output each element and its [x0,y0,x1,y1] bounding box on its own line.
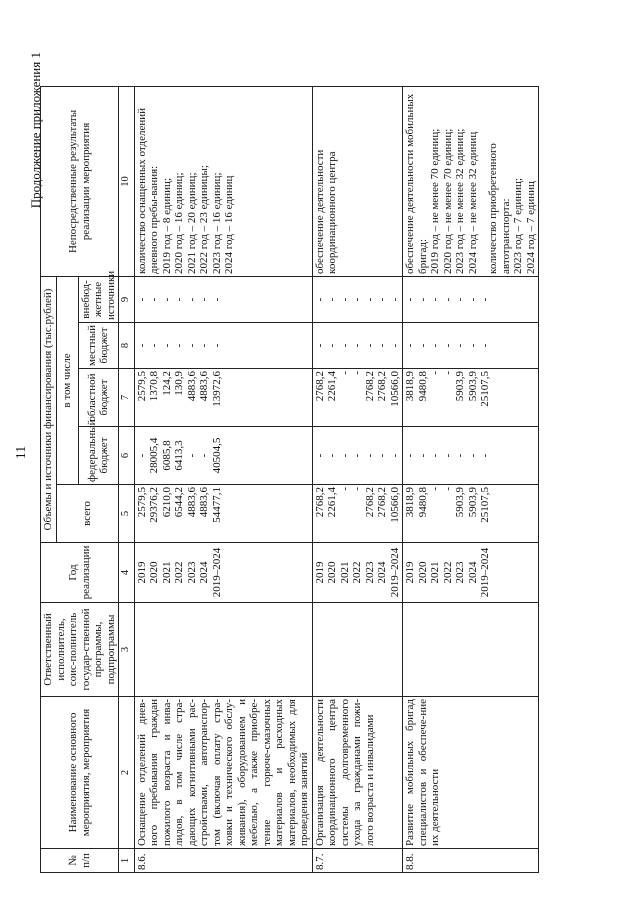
extra-list-value: - [404,297,416,302]
federal-list-value: 6413,3 [173,440,185,471]
header-executor: Ответственный исполнитель, соис-полнитель государ-ственной программы, подпрограммы [41,603,119,697]
local-list-value: - [363,343,376,348]
local-list-value: - [466,343,479,348]
result-line: обеспечение деятельности мобильных бригад: [404,93,429,274]
total-list [403,485,539,543]
regional-list-value: 124,2 [160,371,173,396]
total-list [312,485,403,543]
regional-list-value: 3818,9 [404,371,416,402]
year-list-value: 2019 [404,561,416,584]
regional-list-value: 2768,2 [376,371,388,402]
regional-list-value: 2768,2 [363,371,376,402]
total-list-value: 2261,4 [326,487,338,518]
total-list-value: 4883,6 [198,487,210,518]
total-list-value: 29376,2 [148,487,160,523]
local-list-value: - [338,343,351,348]
row-number: 8.6. [134,849,312,873]
federal-list-value: - [313,453,326,458]
result-line: 2019 год – 8 единиц; [160,177,173,274]
total-list-value: 2579,5 [135,487,148,518]
total-list-value: 4883,6 [185,487,198,518]
extra-list [134,276,312,322]
year-list-value: 2020 [416,561,429,584]
local-list-value: - [441,343,454,348]
year-list-value: 2019 [135,561,148,584]
total-list-value: 25107,5 [479,487,491,523]
colnum-4: 4 [119,543,135,603]
regional-list-value: - [441,371,454,375]
federal-list-value: - [429,453,441,458]
federal-list-value: 40504,5 [210,437,223,474]
year-list-value: 2023 [363,561,376,584]
total-list-value: 54477,1 [210,487,223,523]
year-list-value: 2021 [429,561,441,584]
extra-list-value: - [466,297,479,302]
total-list-value: - [338,487,351,491]
local-list [403,323,539,369]
header-num: № п/п [41,849,119,873]
extra-list-value: - [198,297,210,302]
local-list-value: - [376,343,388,348]
total-list-value: 5903,9 [466,487,479,518]
colnum-1: 1 [119,849,135,873]
year-list-value: 2024 [466,561,479,584]
total-list-value: - [351,487,363,491]
result-line: 2024 год – не менее 32 единиц [466,131,479,274]
event-name: Оснащение отделений днев-ного пребывания граждан пожилого возраста и инва-лидов, в том числе стра-дающих когнитивными рас-стройствами, автотранспор-том (включая оплату стра-ховки и технического обслу-живания), оборудованием и мебелью, а также приобре-тение горюче-смазочных материалов и расходных материалов, необходимых для проведения занятий [134,697,312,849]
local-list-value: - [479,343,491,348]
result-line: 2020 год – не менее 70 единиц; [441,128,454,274]
result-line: обеспечение деятельности координационного центра [313,149,338,274]
extra-list-value: - [313,297,326,302]
table-row [403,86,539,872]
regional-list [134,369,312,427]
extra-list-value: - [351,297,363,302]
year-list-value: 2020 [148,561,160,584]
regional-list-value: 2579,5 [135,371,148,402]
year-list-value: 2023 [454,561,466,584]
federal-list-value: - [363,453,376,458]
extra-list-value: - [135,297,148,302]
year-list-value: 2024 [198,561,210,584]
local-list-value: - [313,343,326,348]
result-line: 2020 год – 16 единиц; [173,172,185,274]
extra-list-value: - [185,297,198,302]
colnum-2: 2 [119,697,135,849]
result-line: 2023 год – 7 единиц; [512,177,524,274]
regional-list-value: 2768,2 [313,371,326,402]
federal-list-value: - [404,453,416,458]
colnum-3: 3 [119,603,135,697]
local-list-value: - [148,343,160,348]
year-list-value: 2023 [185,561,198,584]
federal-list-value: - [441,453,454,458]
total-list-value: - [441,487,454,491]
executor-cell [312,603,403,697]
year-list-value: 2019 [313,561,326,584]
regional-list-value: 25107,5 [479,371,491,407]
regional-list-value: 10566,0 [388,371,401,407]
result-line: 2023 год – не менее 32 единиц; [454,128,466,274]
year-list-value: 2019–2024 [388,547,401,598]
result-line: 2019 год – не менее 70 единиц; [429,128,441,274]
regional-list-value: 4883,6 [185,371,198,402]
total-list-value: 10566,0 [388,487,401,523]
year-list [312,543,403,603]
header-financing: Объемы и источники финансирования (тыс.рублей) [41,276,57,542]
extra-list-value: - [429,297,441,302]
federal-list [134,427,312,485]
extra-list-value: - [479,297,491,302]
header-local: местный бюджет [78,323,119,369]
table-row [312,86,403,872]
result-line: 2021 год – 20 единиц; [185,172,198,274]
regional-list-value: - [338,371,351,375]
result-line: количество оснащенных отделений дневного пребы-вания: [135,107,160,274]
extra-list-value: - [148,297,160,302]
year-list-value: 2019–2024 [479,547,491,598]
table-body [134,86,539,872]
row-number: 8.7. [312,849,403,873]
local-list-value: - [185,343,198,348]
result-line: 2024 год – 16 единиц [223,175,235,274]
colnum-9: 9 [119,276,135,322]
year-list [403,543,539,603]
extra-list-value: - [326,297,338,302]
header-extra: внебюд-жетные источники [78,276,119,322]
event-name: Развитие мобильных бригад специалистов и обеспече-ние их деятельности [403,697,539,849]
extra-list [312,276,403,322]
result-cell [403,86,539,276]
result-line: 2023 год – 16 единиц; [210,172,223,274]
federal-list-value: - [185,453,198,458]
federal-list-value: - [466,453,479,458]
header-row-1 [41,86,57,872]
continuation-label: Продолжение приложения 1 [28,52,43,209]
federal-list-value: - [198,453,210,458]
local-list-value: - [210,343,223,348]
result-cell [134,86,312,276]
header-regional: областной бюджет [78,369,119,427]
extra-list-value: - [338,297,351,302]
local-list-value: - [429,343,441,348]
total-list-value: 2768,2 [376,487,388,518]
local-list [134,323,312,369]
colnum-6: 6 [119,427,135,485]
year-list-value: 2021 [338,561,351,584]
colnum-8: 8 [119,323,135,369]
federal-list-value: 28005,4 [148,437,160,474]
regional-list-value: 4883,6 [198,371,210,402]
executor-cell [403,603,539,697]
local-list-value: - [198,343,210,348]
total-list-value: 6210,0 [160,487,173,518]
total-list-value: - [429,487,441,491]
result-line: 2022 год – 23 единицы; [198,165,210,274]
result-cell [312,86,403,276]
regional-list [312,369,403,427]
regional-list-value: 2261,4 [326,371,338,402]
event-name: Организация деятельности координационного центра системы долговременного ухода за гражданами пожи-лого возраста и инвалидами [312,697,403,849]
year-list-value: 2021 [160,561,173,584]
extra-list [403,276,539,322]
year-list-value: 2024 [376,561,388,584]
regional-list [403,369,539,427]
regional-list-value: - [351,371,363,375]
extra-list-value: - [441,297,454,302]
regional-list-value: 9480,8 [416,371,429,402]
extra-list-value: - [388,297,401,302]
total-list-value: 3818,9 [404,487,416,518]
local-list-value: - [326,343,338,348]
header-total: всего [56,485,119,543]
total-list [134,485,312,543]
year-list-value: 2020 [326,561,338,584]
federal-list-value: - [388,453,401,458]
regional-list-value: 13972,6 [210,371,223,407]
header-name: Наименование основного мероприятия, мероприятия [41,697,119,849]
total-list-value: 2768,2 [363,487,376,518]
regional-list-value: 130,9 [173,371,185,396]
table-row [134,86,312,872]
federal-list-value: - [479,453,491,458]
header-federal: федеральный бюджет [78,427,119,485]
local-list-value: - [404,343,416,348]
federal-list [312,427,403,485]
row-number: 8.8. [403,849,539,873]
extra-list-value: - [376,297,388,302]
header-in-that: в том числе [56,276,78,484]
result-line: 2024 год – 7 единиц [524,181,537,274]
federal-list-value: 6085,8 [160,440,173,471]
page-number: 11 [14,445,29,460]
header-year: Год реализации [41,543,119,603]
federal-list-value: - [416,453,429,458]
year-list-value: 2019–2024 [210,547,223,598]
federal-list-value: - [454,453,466,458]
local-list-value: - [454,343,466,348]
regional-list-value: 1370,8 [148,371,160,402]
regional-list-value: 5903,9 [466,371,479,402]
local-list-value: - [416,343,429,348]
extra-list-value: - [454,297,466,302]
extra-list-value: - [173,297,185,302]
total-list-value: 9480,8 [416,487,429,518]
colnum-5: 5 [119,485,135,543]
local-list-value: - [173,343,185,348]
extra-list-value: - [210,297,223,302]
year-list-value: 2022 [173,561,185,584]
extra-list-value: - [160,297,173,302]
year-list-value: 2022 [351,561,363,584]
local-list [312,323,403,369]
result-line: количество приобретенного автотранспорта: [487,143,512,274]
financing-table [40,86,539,873]
extra-list-value: - [416,297,429,302]
federal-list-value: - [326,453,338,458]
result-line [479,89,487,274]
year-list [134,543,312,603]
regional-list-value: 5903,9 [454,371,466,402]
extra-list-value: - [363,297,376,302]
header-results: Непосредственные результаты реализации мероприятия [41,86,119,276]
federal-list-value: - [338,453,351,458]
local-list-value: - [388,343,401,348]
colnum-7: 7 [119,369,135,427]
local-list-value: - [351,343,363,348]
total-list-value: 2768,2 [313,487,326,518]
total-list-value: 6544,2 [173,487,185,518]
federal-list [403,427,539,485]
local-list-value: - [160,343,173,348]
colnum-10: 10 [119,86,135,276]
federal-list-value: - [135,453,148,458]
year-list-value: 2022 [441,561,454,584]
column-number-row [119,86,135,872]
federal-list-value: - [376,453,388,458]
local-list-value: - [135,343,148,348]
total-list-value: 5903,9 [454,487,466,518]
regional-list-value: - [429,371,441,375]
executor-cell [134,603,312,697]
federal-list-value: - [351,453,363,458]
